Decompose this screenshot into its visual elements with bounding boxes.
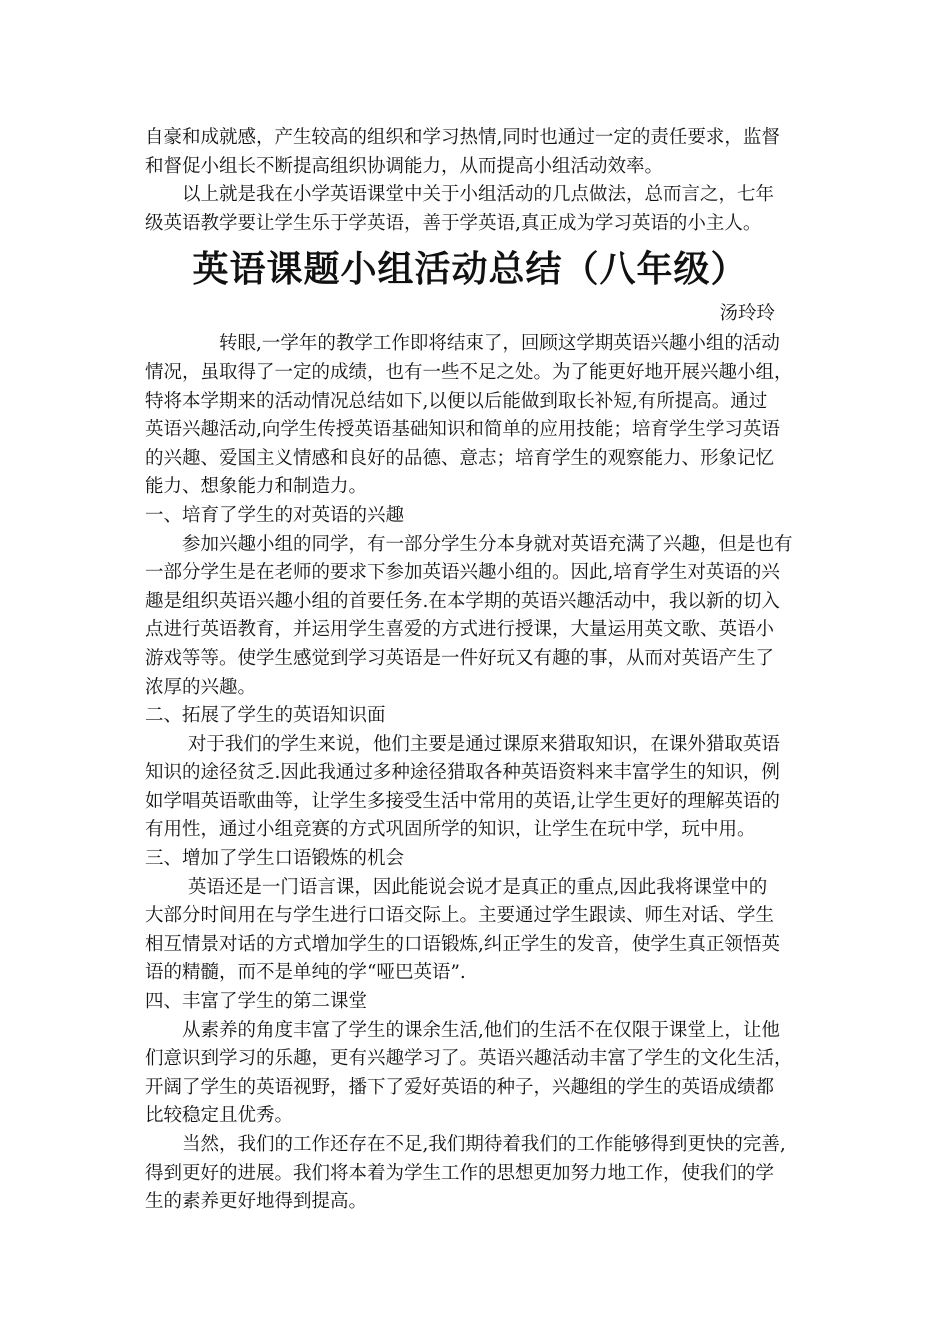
section-heading: 四、丰富了学生的第二课堂	[145, 991, 368, 1013]
text-line: 有用性，通过小组竞赛的方式巩固所学的知识，让学生在玩中学，玩中用。	[145, 819, 756, 841]
text-line: 情况，虽取得了一定的成绩，也有一些不足之处。为了能更好地开展兴趣小组，	[145, 361, 793, 383]
text-line: 英语兴趣活动,向学生传授英语基础知识和简单的应用技能；培育学生学习英语	[145, 419, 780, 441]
text-line: 的兴趣、爱国主义情感和良好的品德、意志；培育学生的观察能力、形象记忆	[145, 447, 775, 469]
text-line: 语的精髓，而不是单纯的学“哑巴英语”.	[145, 962, 466, 984]
section-1	[145, 502, 815, 702]
document-title: 英语课题小组活动总结（八年级）	[192, 249, 748, 291]
intro-paragraph	[145, 124, 815, 238]
text-line: 英语还是一门语言课，因此能说会说才是真正的重点,因此我将课堂中的	[145, 876, 768, 898]
text-line: 如学唱英语歌曲等，让学生多接受生活中常用的英语,让学生更好的理解英语的	[145, 790, 780, 812]
text-line: 能力、想象能力和制造力。	[145, 476, 368, 498]
text-line: 特将本学期来的活动情况总结如下,以便以后能做到取长补短,有所提高。通过	[145, 390, 768, 412]
text-line: 点进行英语教育，并运用学生喜爱的方式进行授课，大量运用英文歌、英语小	[145, 619, 775, 641]
text-line: 知识的途径贫乏.因此我通过多种途径猎取各种英语资料来丰富学生的知识，例	[145, 762, 780, 784]
text-line: 生的素养更好地得到提高。	[145, 1191, 368, 1213]
closing-paragraph	[145, 1131, 815, 1217]
section-heading: 二、拓展了学生的英语知识面	[145, 705, 386, 727]
text-line: 转眼,一学年的教学工作即将结束了，回顾这学期英语兴趣小组的活动	[145, 333, 780, 355]
text-line: 自豪和成就感，产生较高的组织和学习热情,同时也通过一定的责任要求，监督	[145, 127, 780, 148]
text-line: 一部分学生是在老师的要求下参加英语兴趣小组的。因此,培育学生对英语的兴	[145, 562, 780, 584]
text-line: 以上就是我在小学英语课堂中关于小组活动的几点做法，总而言之，七年	[145, 184, 775, 206]
text-line: 从素养的角度丰富了学生的课余生活,他们的生活不在仅限于课堂上，让他	[145, 1019, 780, 1041]
text-line: 开阔了学生的英语视野，播下了爱好英语的种子，兴趣组的学生的英语成绩都	[145, 1076, 775, 1098]
text-line: 相互情景对话的方式增加学生的口语锻炼,纠正学生的发音，使学生真正领悟英	[145, 933, 780, 955]
text-line: 和督促小组长不断提高组织协调能力，从而提高小组活动效率。	[145, 155, 664, 177]
opening-paragraph	[145, 330, 815, 502]
section-4	[145, 988, 815, 1131]
text-line: 级英语教学要让学生乐于学英语，善于学英语,真正成为学习英语的小主人。	[145, 212, 762, 234]
text-line: 趣是组织英语兴趣小组的首要任务.在本学期的英语兴趣活动中，我以新的切入	[145, 590, 780, 612]
text-line: 比较稳定且优秀。	[145, 1105, 294, 1127]
section-3	[145, 845, 815, 988]
text-line: 对于我们的学生来说，他们主要是通过课原来猎取知识，在课外猎取英语	[145, 733, 780, 755]
text-line: 得到更好的进展。我们将本着为学生工作的思想更加努力地工作，使我们的学	[145, 1162, 775, 1184]
text-line: 参加兴趣小组的同学，有一部分学生分本身就对英语充满了兴趣，但是也有	[145, 533, 793, 555]
section-heading: 一、培育了学生的对英语的兴趣	[145, 504, 405, 526]
text-line: 们意识到学习的乐趣，更有兴趣学习了。英语兴趣活动丰富了学生的文化生活，	[145, 1048, 793, 1070]
author-name: 汤玲玲	[719, 303, 775, 325]
section-2	[145, 702, 815, 845]
text-line: 大部分时间用在与学生进行口语交际上。主要通过学生跟读、师生对话、学生	[145, 905, 775, 927]
text-line: 当然，我们的工作还存在不足,我们期待着我们的工作能够得到更快的完善,	[145, 1134, 786, 1155]
text-line: 游戏等等。使学生感觉到学习英语是一件好玩又有趣的事，从而对英语产生了	[145, 647, 775, 669]
document-page	[145, 124, 815, 1217]
section-heading: 三、增加了学生口语锻炼的机会	[145, 848, 405, 870]
text-line: 浓厚的兴趣。	[145, 676, 257, 698]
